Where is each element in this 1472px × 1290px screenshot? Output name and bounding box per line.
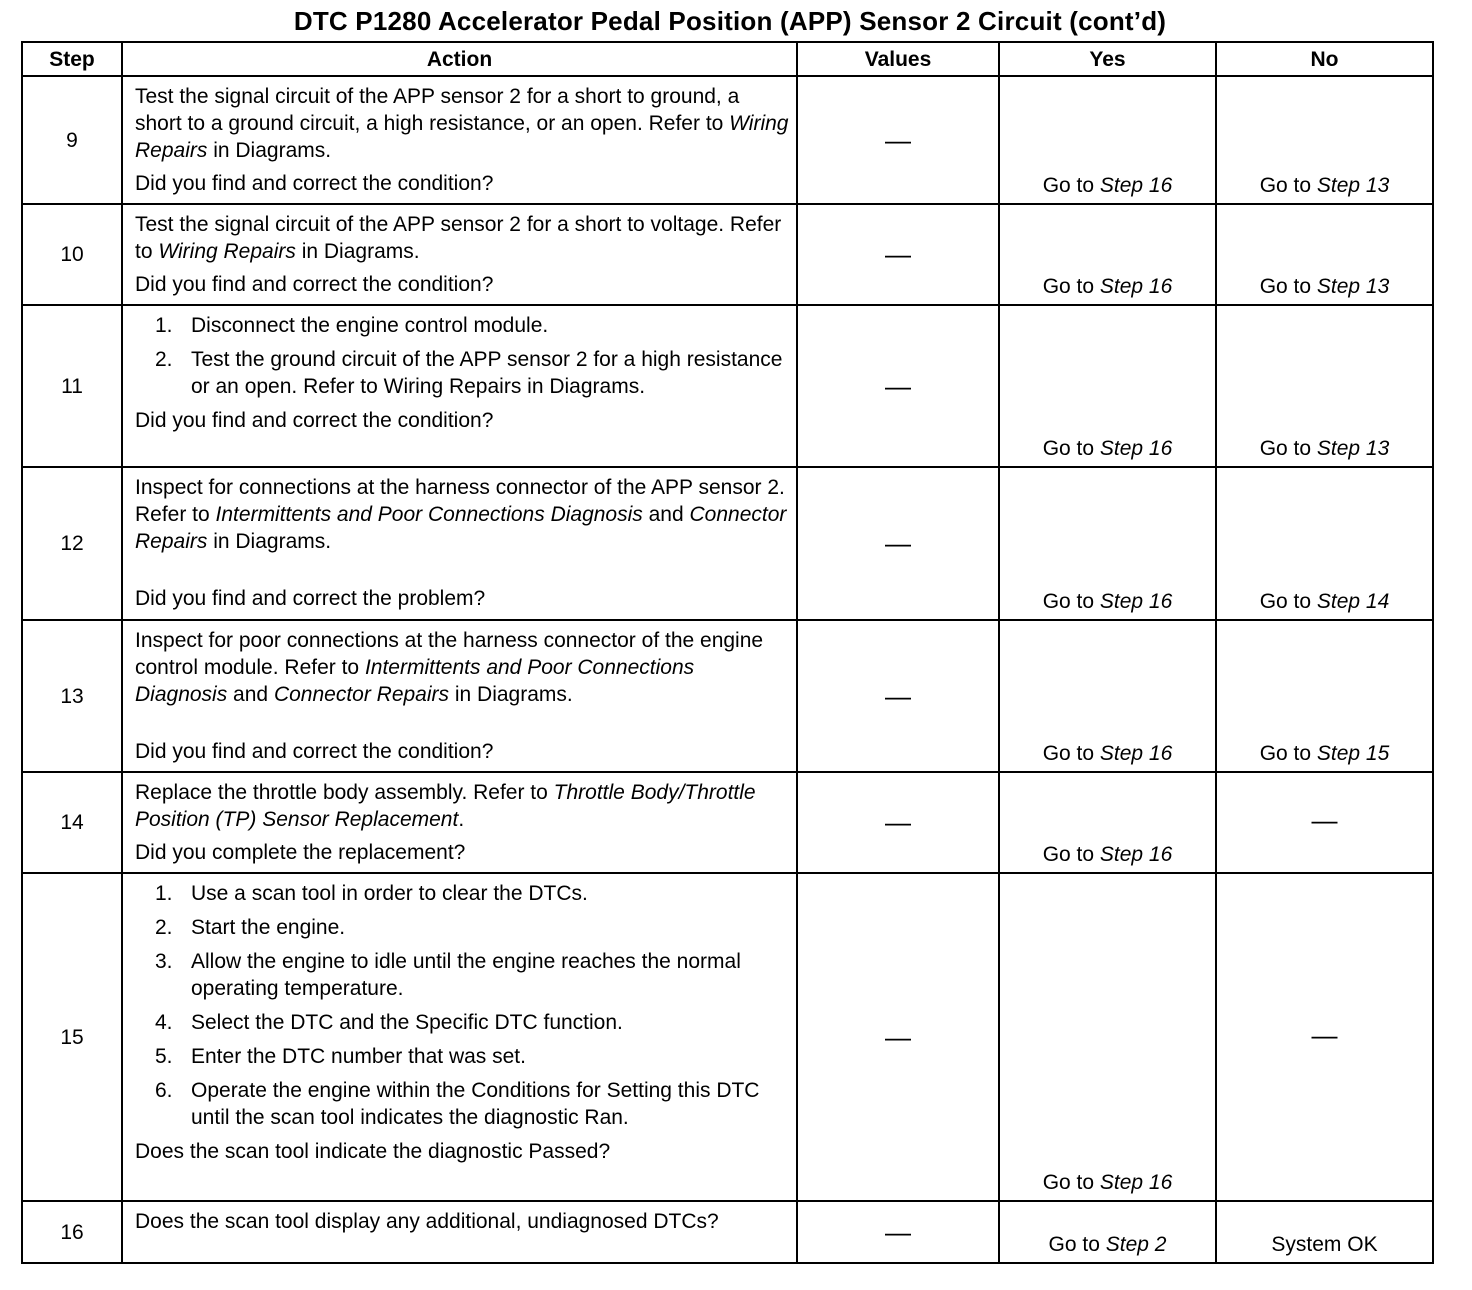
no-cell: [1216, 620, 1433, 772]
action-step-item: [135, 1043, 790, 1070]
values-cell: —: [797, 620, 999, 772]
yes-cell: [999, 873, 1216, 1201]
yes-prefix: Go to: [1042, 843, 1100, 866]
no-step-reference: Step 14: [1316, 590, 1390, 613]
yes-step-reference: Step 16: [1099, 742, 1173, 765]
reference-link-text: Intermittents and Poor Connections Diagnosis: [215, 503, 643, 526]
no-cell: [1216, 305, 1433, 467]
action-text: [135, 474, 790, 555]
action-text-fragment: in Diagrams.: [207, 530, 332, 553]
table-row: [22, 772, 1433, 873]
action-step-item: [135, 880, 790, 907]
action-step-item: [135, 312, 790, 339]
values-cell: —: [797, 467, 999, 620]
question-text: Did you find and correct the problem?: [135, 587, 486, 610]
yes-cell: [999, 204, 1216, 305]
step-number: 3.: [155, 950, 173, 973]
no-cell: [1216, 467, 1433, 620]
question-text: Did you find and correct the condition?: [135, 740, 494, 763]
action-cell: [122, 620, 797, 772]
spacer: [135, 708, 790, 738]
no-cell: —: [1216, 772, 1433, 873]
step-cell: 14: [22, 772, 122, 873]
action-text-fragment: in Diagrams.: [207, 139, 332, 162]
action-cell: [122, 305, 797, 467]
no-step-reference: Step 15: [1316, 742, 1390, 765]
yes-step-reference: Step 16: [1099, 843, 1173, 866]
action-steps-list: [135, 312, 790, 400]
no-step-reference: Step 13: [1316, 437, 1390, 460]
question-text: Did you complete the replacement?: [135, 841, 466, 864]
page-title: DTC P1280 Accelerator Pedal Position (APP) Sensor 2 Circuit (cont’d): [293, 6, 1167, 36]
no-prefix: Go to: [1259, 742, 1317, 765]
step-text: Enter the DTC number that was set.: [191, 1045, 526, 1068]
step-text: Disconnect the engine control module.: [191, 314, 549, 337]
action-step-item: [135, 1077, 790, 1131]
question-text: Did you find and correct the condition?: [135, 172, 494, 195]
yes-step-reference: Step 16: [1099, 590, 1173, 613]
values-cell: —: [797, 204, 999, 305]
yes-step-reference: Step 16: [1099, 275, 1173, 298]
step-text: Test the ground circuit of the APP sensor 2 for a high resistance or an open. Refer to Wiring Repairs in Diagrams.: [191, 348, 783, 398]
action-text: [135, 83, 790, 164]
header-values: Values: [797, 42, 999, 76]
yes-cell: [999, 620, 1216, 772]
step-cell: 15: [22, 873, 122, 1201]
step-text: Start the engine.: [191, 916, 346, 939]
action-step-item: [135, 1009, 790, 1036]
yes-prefix: Go to: [1042, 742, 1100, 765]
no-step-reference: Step 13: [1316, 174, 1390, 197]
reference-link-text: Intermittents and Poor Connections Diagnosis: [135, 656, 695, 706]
reference-link-text: Throttle Body/Throttle Position (TP) Sensor Replacement: [135, 781, 756, 831]
step-cell: 10: [22, 204, 122, 305]
header-action: Action: [122, 42, 797, 76]
reference-link-text: Connector Repairs: [135, 503, 787, 553]
yes-step-reference: Step 16: [1099, 1171, 1173, 1194]
no-step-reference: Step 13: [1316, 275, 1390, 298]
table-body: [22, 76, 1433, 1263]
table-row: [22, 204, 1433, 305]
values-cell: —: [797, 305, 999, 467]
action-text-fragment: Inspect for connections at the harness connector of the APP sensor 2. Refer to: [135, 476, 785, 526]
yes-cell: [999, 1201, 1216, 1263]
yes-prefix: Go to: [1042, 275, 1100, 298]
reference-link-text: Wiring Repairs: [135, 112, 789, 162]
header-no: No: [1216, 42, 1433, 76]
step-text: Allow the engine to idle until the engine reaches the normal operating temperature.: [191, 950, 741, 1000]
values-cell: —: [797, 76, 999, 204]
step-cell: 16: [22, 1201, 122, 1263]
yes-step-reference: Step 16: [1099, 174, 1173, 197]
action-text-fragment: and: [642, 503, 690, 526]
step-number: 5.: [155, 1045, 173, 1068]
action-text-fragment: and: [227, 683, 274, 706]
question-text: Does the scan tool indicate the diagnostic Passed?: [135, 1140, 611, 1163]
values-cell: —: [797, 772, 999, 873]
action-text-fragment: Test the signal circuit of the APP sensor 2 for a short to voltage. Refer to: [135, 213, 782, 263]
reference-link-text: Wiring Repairs: [158, 240, 296, 263]
no-prefix: Go to: [1259, 275, 1317, 298]
table-row: [22, 76, 1433, 204]
action-steps-list: [135, 880, 790, 1131]
step-number: 2.: [155, 348, 173, 371]
header-yes: Yes: [999, 42, 1216, 76]
yes-prefix: Go to: [1048, 1233, 1106, 1256]
action-text-fragment: Inspect for poor connections at the harness connector of the engine control module. Refer to: [135, 629, 764, 679]
yes-step-reference: Step 16: [1099, 437, 1173, 460]
table-row: [22, 467, 1433, 620]
action-step-item: [135, 948, 790, 1002]
spacer: [135, 555, 790, 585]
yes-step-reference: Step 2: [1105, 1233, 1167, 1256]
no-prefix: Go to: [1259, 590, 1317, 613]
step-text: Use a scan tool in order to clear the DTCs.: [191, 882, 588, 905]
step-text: Select the DTC and the Specific DTC function.: [191, 1011, 623, 1034]
step-cell: 11: [22, 305, 122, 467]
step-number: 1.: [155, 314, 173, 337]
no-prefix: Go to: [1259, 174, 1317, 197]
no-prefix: Go to: [1259, 437, 1317, 460]
step-cell: 9: [22, 76, 122, 204]
action-cell: [122, 1201, 797, 1263]
question-text: Does the scan tool display any additional, undiagnosed DTCs?: [135, 1210, 719, 1233]
question-text: Did you find and correct the condition?: [135, 409, 494, 432]
diagnostic-table: [21, 41, 1434, 1264]
yes-prefix: Go to: [1042, 1171, 1100, 1194]
action-text-fragment: Test the signal circuit of the APP sensor 2 for a short to ground, a short to a ground circuit, a high resistance, or an open. Refer to: [135, 85, 740, 135]
yes-cell: [999, 76, 1216, 204]
step-number: 2.: [155, 916, 173, 939]
action-text: [135, 779, 790, 833]
yes-prefix: Go to: [1042, 437, 1100, 460]
table-row: [22, 1201, 1433, 1263]
step-text: Operate the engine within the Conditions for Setting this DTC until the scan tool indicates the diagnostic Ran.: [191, 1079, 760, 1129]
action-text: [135, 211, 790, 265]
question-text: Did you find and correct the condition?: [135, 273, 494, 296]
reference-link-text: Connector Repairs: [273, 683, 450, 706]
action-cell: [122, 76, 797, 204]
yes-cell: [999, 772, 1216, 873]
table-row: [22, 620, 1433, 772]
values-cell: —: [797, 1201, 999, 1263]
action-text-fragment: Replace the throttle body assembly. Refer to: [135, 781, 554, 804]
action-step-item: [135, 346, 790, 400]
yes-cell: [999, 467, 1216, 620]
no-cell: [1216, 76, 1433, 204]
no-cell: [1216, 204, 1433, 305]
yes-prefix: Go to: [1042, 590, 1100, 613]
yes-cell: [999, 305, 1216, 467]
table-header-row: [22, 42, 1433, 76]
step-number: 4.: [155, 1011, 173, 1034]
values-cell: —: [797, 873, 999, 1201]
action-text-fragment: .: [458, 808, 465, 831]
header-step: Step: [22, 42, 122, 76]
action-cell: [122, 467, 797, 620]
no-cell: —: [1216, 873, 1433, 1201]
action-cell: [122, 772, 797, 873]
yes-prefix: Go to: [1042, 174, 1100, 197]
action-cell: [122, 873, 797, 1201]
step-cell: 13: [22, 620, 122, 772]
action-text-fragment: in Diagrams.: [295, 240, 420, 263]
action-step-item: [135, 914, 790, 941]
table-row: [22, 305, 1433, 467]
step-number: 6.: [155, 1079, 173, 1102]
table-row: [22, 873, 1433, 1201]
action-text: [135, 627, 790, 708]
action-cell: [122, 204, 797, 305]
step-number: 1.: [155, 882, 173, 905]
step-cell: 12: [22, 467, 122, 620]
action-text-fragment: in Diagrams.: [449, 683, 573, 706]
no-cell: System OK: [1216, 1201, 1433, 1263]
